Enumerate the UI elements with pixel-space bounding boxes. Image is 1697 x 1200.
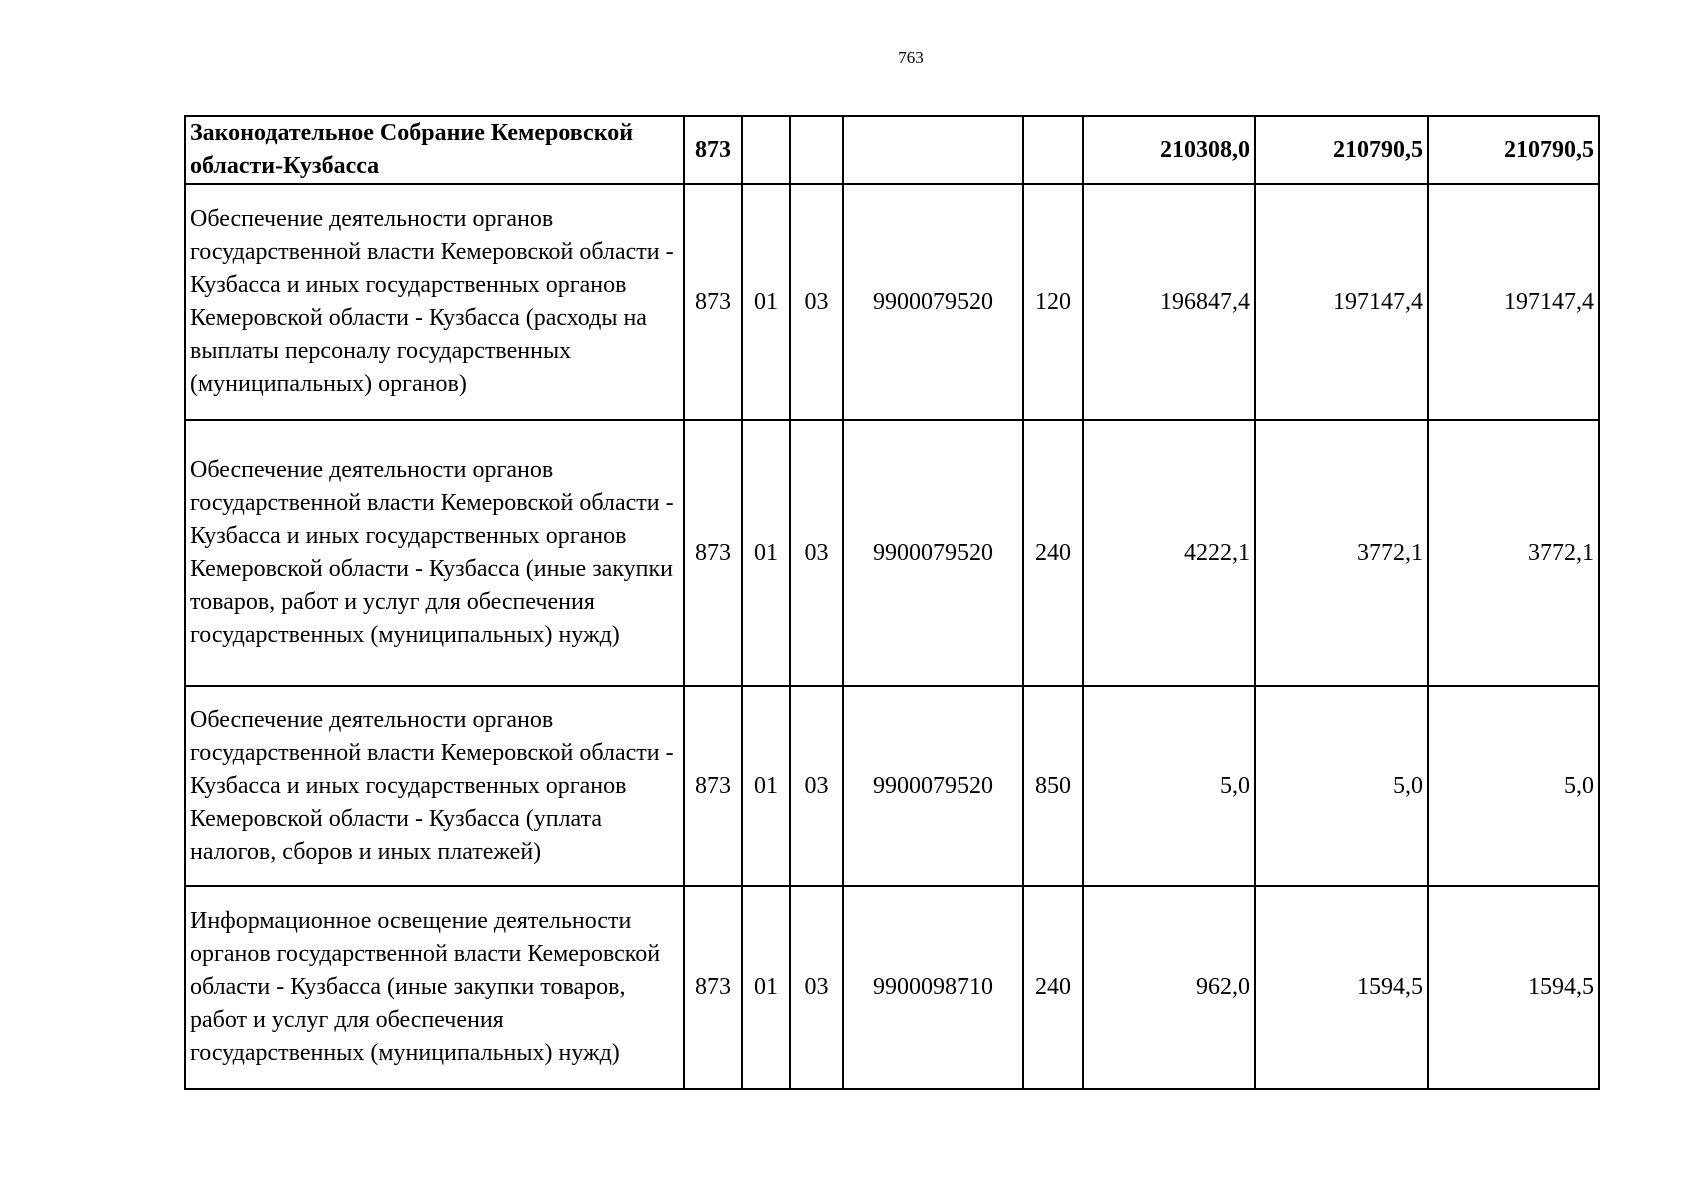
- subsection-code: 03: [790, 420, 843, 686]
- row-name: Законодательное Собрание Кемеровской области-Кузбасса: [185, 116, 684, 184]
- amount-2: 5,0: [1255, 686, 1428, 886]
- target-article-code: 9900079520: [843, 686, 1023, 886]
- ministry-code: 873: [684, 184, 742, 420]
- target-article-code: 9900079520: [843, 184, 1023, 420]
- amount-1: 196847,4: [1083, 184, 1255, 420]
- target-article-code: 9900098710: [843, 886, 1023, 1089]
- ministry-code: 873: [684, 686, 742, 886]
- amount-1: 5,0: [1083, 686, 1255, 886]
- amount-1: 962,0: [1083, 886, 1255, 1089]
- table-row: [185, 184, 1599, 420]
- section-code: 01: [742, 886, 790, 1089]
- amount-3: 197147,4: [1428, 184, 1599, 420]
- expense-type-code: [1023, 116, 1083, 184]
- amount-1: 4222,1: [1083, 420, 1255, 686]
- expense-type-code: 240: [1023, 886, 1083, 1089]
- amount-3: 1594,5: [1428, 886, 1599, 1089]
- row-name: Обеспечение деятельности органов государственной власти Кемеровской области - Кузбасса и иных государственных органов Кемеровской области - Кузбасса (уплата налогов, сборов и иных платежей): [185, 686, 684, 886]
- ministry-code: 873: [684, 420, 742, 686]
- subsection-code: 03: [790, 886, 843, 1089]
- table-row: [185, 116, 1599, 184]
- page-number: 763: [898, 48, 924, 67]
- ministry-code: 873: [684, 116, 742, 184]
- subsection-code: [790, 116, 843, 184]
- expense-type-code: 240: [1023, 420, 1083, 686]
- amount-3: 210790,5: [1428, 116, 1599, 184]
- row-name: Информационное освещение деятельности органов государственной власти Кемеровской области - Кузбасса (иные закупки товаров, работ и услуг для обеспечения государственных (муниципальных) нужд): [185, 886, 684, 1089]
- expense-type-code: 120: [1023, 184, 1083, 420]
- amount-2: 1594,5: [1255, 886, 1428, 1089]
- table-row: [185, 686, 1599, 886]
- subsection-code: 03: [790, 184, 843, 420]
- target-article-code: [843, 116, 1023, 184]
- section-code: 01: [742, 686, 790, 886]
- section-code: [742, 116, 790, 184]
- budget-table: [184, 115, 1600, 1090]
- amount-2: 197147,4: [1255, 184, 1428, 420]
- row-name: Обеспечение деятельности органов государственной власти Кемеровской области - Кузбасса и иных государственных органов Кемеровской области - Кузбасса (иные закупки товаров, работ и услуг для обеспечения государственных (муниципальных) нужд): [185, 420, 684, 686]
- section-code: 01: [742, 420, 790, 686]
- amount-2: 3772,1: [1255, 420, 1428, 686]
- table-row: [185, 420, 1599, 686]
- amount-2: 210790,5: [1255, 116, 1428, 184]
- amount-1: 210308,0: [1083, 116, 1255, 184]
- subsection-code: 03: [790, 686, 843, 886]
- amount-3: 3772,1: [1428, 420, 1599, 686]
- table-row: [185, 886, 1599, 1089]
- row-name: Обеспечение деятельности органов государственной власти Кемеровской области - Кузбасса и иных государственных органов Кемеровской области - Кузбасса (расходы на выплаты персоналу государственных (муниципальных) органов): [185, 184, 684, 420]
- amount-3: 5,0: [1428, 686, 1599, 886]
- section-code: 01: [742, 184, 790, 420]
- target-article-code: 9900079520: [843, 420, 1023, 686]
- expense-type-code: 850: [1023, 686, 1083, 886]
- ministry-code: 873: [684, 886, 742, 1089]
